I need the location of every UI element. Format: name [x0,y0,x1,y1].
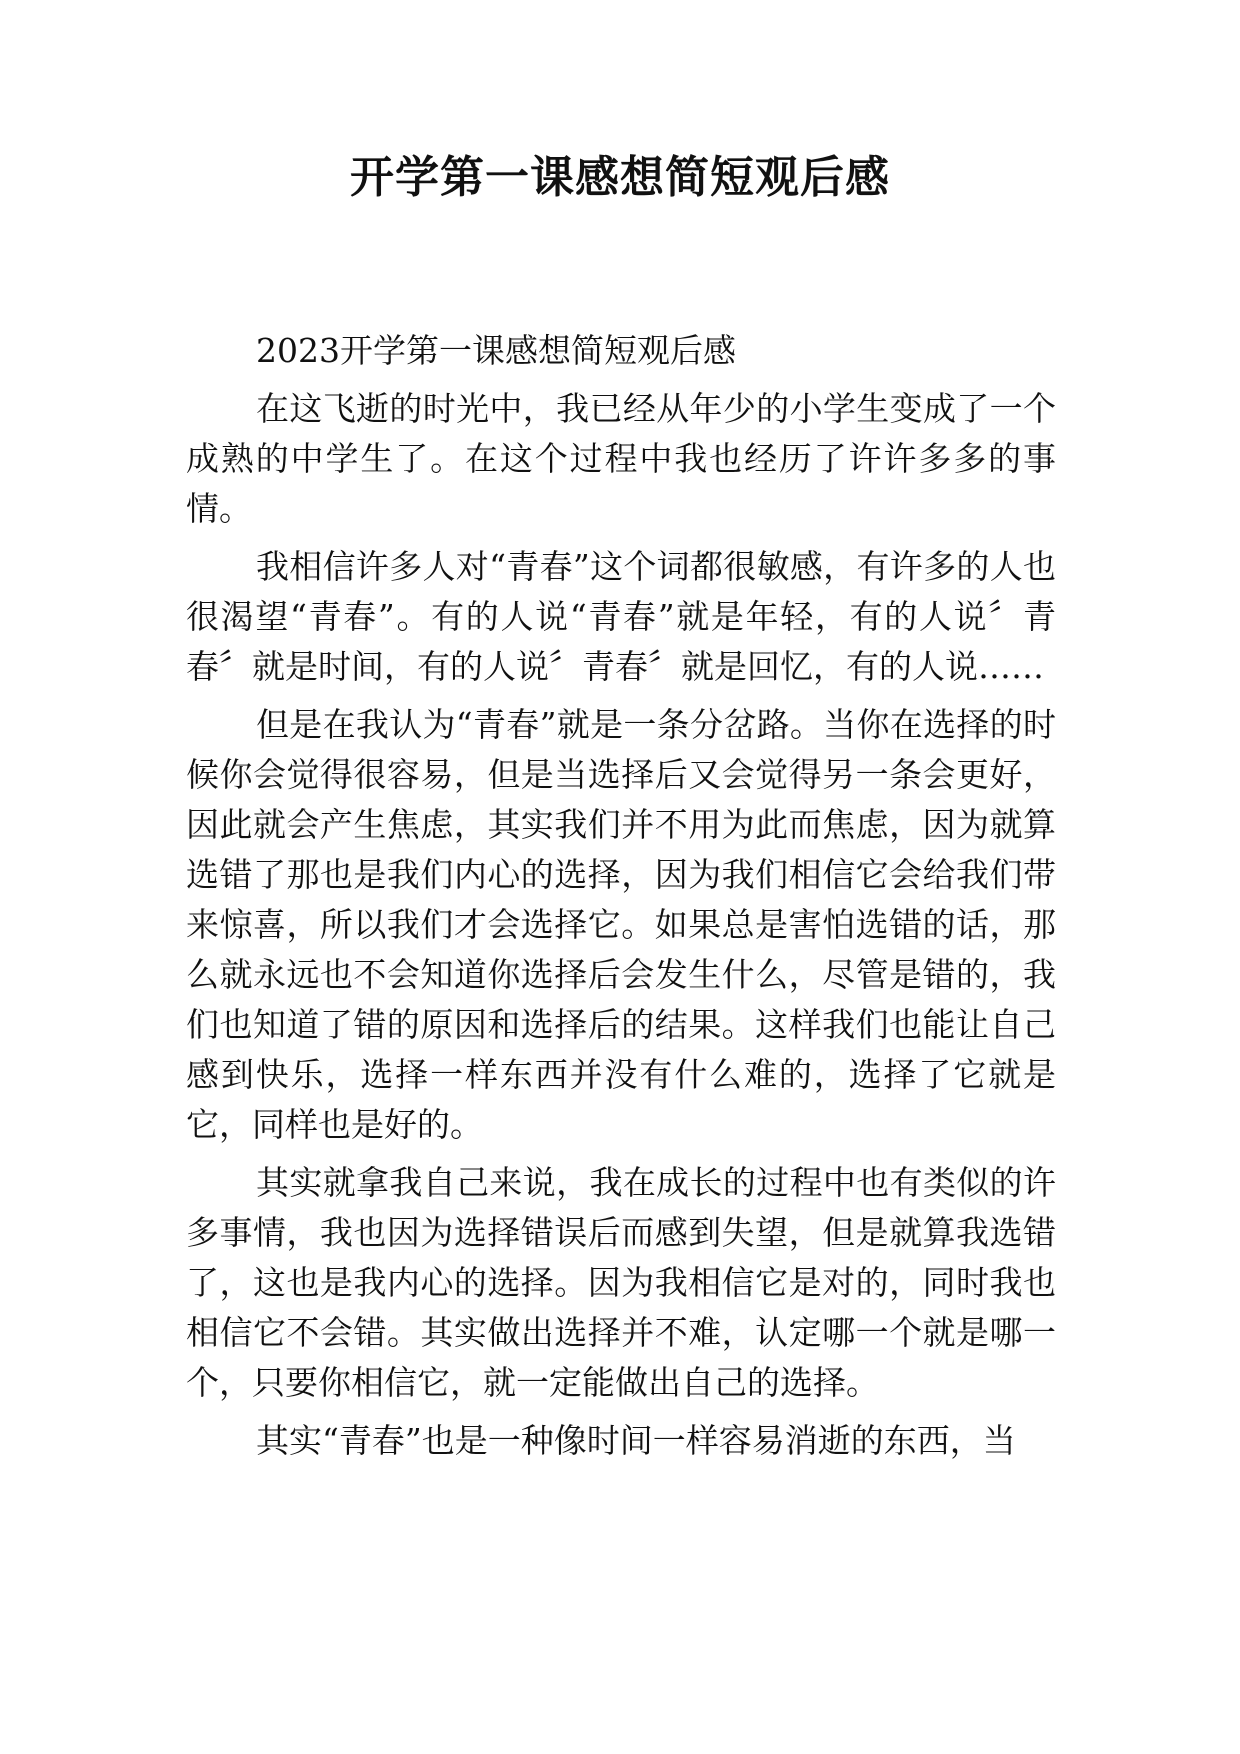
paragraph-subtitle: 2023开学第一课感想简短观后感 [256,331,736,370]
paragraph: 在这飞逝的时光中，我已经从年少的小学生变成了一个成熟的中学生了。在这个过程中我也经历了许许多多的事情。 [186,389,1056,528]
paragraph: 其实就拿我自己来说，我在成长的过程中也有类似的许多事情，我也因为选择错误后而感到失望，但是就算我选错了，这也是我内心的选择。因为我相信它是对的，同时我也相信它不会错。其实做出选择并不难，认定哪一个就是哪一个，只要你相信它，就一定能做出自己的选择。 [186,1163,1056,1402]
paragraph: 我相信许多人对“青春”这个词都很敏感，有许多的人也很渴望“青春”。有的人说“青春”就是年轻，有的人说〞青春〞就是时间，有的人说〞青春〞就是回忆，有的人说…… [186,547,1056,686]
paragraph: 但是在我认为“青春”就是一条分岔路。当你在选择的时候你会觉得很容易，但是当选择后又会觉得另一条会更好，因此就会产生焦虑，其实我们并不用为此而焦虑，因为就算选错了那也是我们内心的选择，因为我们相信它会给我们带来惊喜，所以我们才会选择它。如果总是害怕选错的话，那么就永远也不会知道你选择后会发生什么，尽管是错的，我们也知道了错的原因和选择后的结果。这样我们也能让自己感到快乐，选择一样东西并没有什么难的，选择了它就是它，同样也是好的。 [186,705,1056,1144]
paragraph: 其实“青春”也是一种像时间一样容易消逝的东西，当 [256,1421,1016,1460]
document-title: 开学第一课感想简短观后感 [350,152,890,203]
document-body [186,326,1056,1466]
